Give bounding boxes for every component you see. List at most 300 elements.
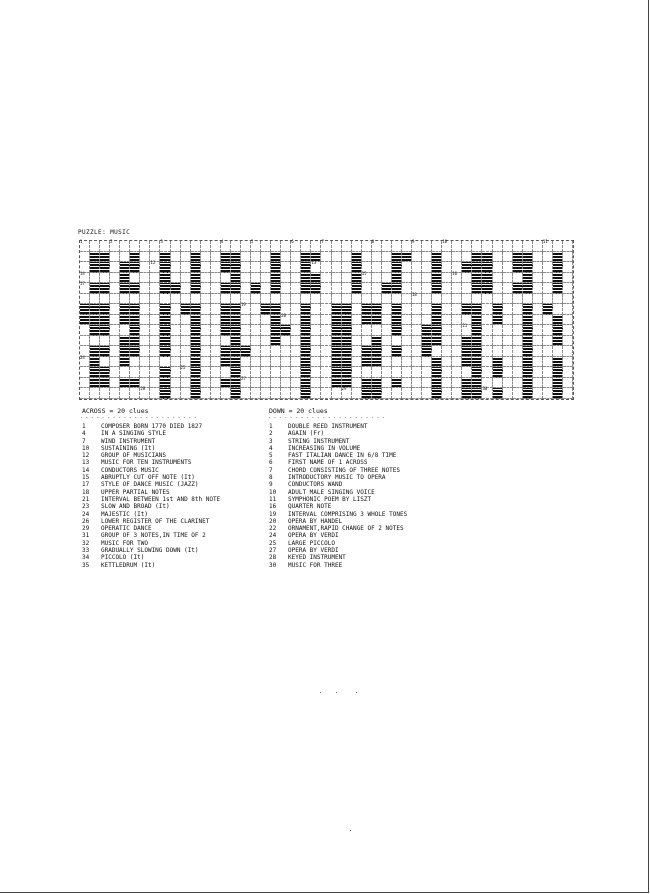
grid-square bbox=[241, 388, 251, 399]
grid-square bbox=[472, 294, 482, 305]
clue-text: GRADUALLY SLOWING DOWN (It) bbox=[101, 547, 199, 555]
grid-square bbox=[251, 378, 261, 389]
grid-square bbox=[533, 336, 543, 347]
down-clue bbox=[269, 467, 407, 474]
clue-text: INTERVAL COMPRISING 3 WHOLE TONES bbox=[288, 510, 408, 518]
grid-square bbox=[513, 273, 523, 284]
grid-square bbox=[382, 262, 392, 273]
clue-text: UPPER PARTIAL NOTES bbox=[101, 488, 170, 496]
grid-square bbox=[140, 336, 150, 347]
blocked-square bbox=[523, 304, 533, 315]
grid-square bbox=[261, 367, 271, 378]
grid-square bbox=[100, 294, 110, 305]
down-clue bbox=[269, 547, 407, 554]
grid-square bbox=[150, 273, 160, 284]
blocked-square bbox=[422, 346, 432, 357]
down-clue bbox=[269, 474, 407, 481]
grid-square bbox=[211, 273, 221, 284]
clue-number: 1 bbox=[269, 423, 273, 430]
clue-text: MUSIC FOR THREE bbox=[288, 561, 343, 569]
grid-square bbox=[533, 367, 543, 378]
blocked-square bbox=[392, 262, 402, 273]
grid-square bbox=[291, 378, 301, 389]
grid-square bbox=[342, 252, 352, 263]
down-clue bbox=[269, 554, 407, 561]
grid-square bbox=[120, 367, 130, 378]
grid-square bbox=[533, 346, 543, 357]
grid-square bbox=[342, 294, 352, 305]
blocked-square bbox=[231, 346, 241, 357]
grid-square bbox=[402, 262, 412, 273]
blocked-square bbox=[231, 304, 241, 315]
blocked-square bbox=[311, 283, 321, 294]
blocked-square bbox=[332, 325, 342, 336]
clue-text: OPERA BY VERDI bbox=[288, 532, 339, 540]
grid-square bbox=[412, 304, 422, 315]
blocked-square bbox=[301, 252, 311, 263]
blocked-square bbox=[90, 262, 100, 273]
grid-square bbox=[482, 294, 492, 305]
blocked-square bbox=[120, 346, 130, 357]
grid-square bbox=[412, 346, 422, 357]
blocked-square bbox=[271, 315, 281, 326]
grid-square bbox=[110, 315, 120, 326]
grid-square bbox=[251, 315, 261, 326]
grid-square bbox=[291, 325, 301, 336]
grid-square bbox=[482, 346, 492, 357]
grid-square bbox=[563, 262, 573, 273]
grid-square bbox=[181, 252, 191, 263]
blocked-square bbox=[301, 388, 311, 399]
across-clue bbox=[82, 547, 220, 554]
grid-square bbox=[382, 357, 392, 368]
grid-square bbox=[171, 388, 181, 399]
grid-square bbox=[281, 367, 291, 378]
grid-square bbox=[140, 325, 150, 336]
grid-square bbox=[261, 262, 271, 273]
grid-square bbox=[563, 241, 573, 252]
blocked-square bbox=[100, 262, 110, 273]
grid-square bbox=[442, 336, 452, 347]
grid-square bbox=[452, 283, 462, 294]
blocked-square bbox=[130, 325, 140, 336]
grid-square bbox=[241, 273, 251, 284]
down-clue bbox=[269, 503, 407, 510]
blocked-square bbox=[100, 346, 110, 357]
blocked-square bbox=[90, 357, 100, 368]
blocked-square bbox=[362, 357, 372, 368]
blocked-square bbox=[432, 252, 442, 263]
grid-square bbox=[281, 336, 291, 347]
blocked-square bbox=[100, 252, 110, 263]
blocked-square bbox=[392, 346, 402, 357]
grid-square bbox=[513, 294, 523, 305]
grid-square bbox=[452, 378, 462, 389]
blocked-square bbox=[332, 304, 342, 315]
grid-square bbox=[311, 346, 321, 357]
blocked-square bbox=[221, 315, 231, 326]
grid-square bbox=[543, 388, 553, 399]
clue-text: SLOW AND BROAD (It) bbox=[101, 503, 170, 511]
grid-square bbox=[452, 325, 462, 336]
grid-square bbox=[181, 378, 191, 389]
grid-square bbox=[110, 357, 120, 368]
down-clue bbox=[269, 540, 407, 547]
blocked-square bbox=[432, 283, 442, 294]
clue-number: 19 bbox=[269, 510, 277, 518]
grid-square bbox=[533, 315, 543, 326]
blocked-square bbox=[472, 367, 482, 378]
blocked-square bbox=[130, 315, 140, 326]
grid-square bbox=[291, 283, 301, 294]
grid-square bbox=[140, 304, 150, 315]
grid-square bbox=[100, 273, 110, 284]
grid-square bbox=[311, 315, 321, 326]
blocked-square bbox=[221, 304, 231, 315]
grid-square bbox=[171, 315, 181, 326]
grid-square bbox=[211, 294, 221, 305]
clue-text: COMPOSER BORN 1770 DIED 1827 bbox=[101, 423, 203, 430]
clue-text: STRING INSTRUMENT bbox=[288, 437, 350, 445]
grid-square bbox=[251, 294, 261, 305]
clue-text: ABRUPTLY CUT OFF NOTE (It) bbox=[101, 474, 195, 482]
grid-square bbox=[362, 294, 372, 305]
blocked-square bbox=[160, 315, 170, 326]
clue-number: 9 bbox=[269, 481, 273, 489]
grid-square bbox=[211, 315, 221, 326]
blocked-square bbox=[553, 262, 563, 273]
clue-number: 35 bbox=[82, 561, 90, 569]
blocked-square bbox=[462, 388, 472, 399]
clue-text: QUARTER NOTE bbox=[288, 503, 332, 511]
grid-square bbox=[251, 273, 261, 284]
grid-square bbox=[171, 346, 181, 357]
grid-square bbox=[513, 336, 523, 347]
blocked-square bbox=[472, 325, 482, 336]
grid-square bbox=[110, 241, 120, 252]
grid-square bbox=[241, 325, 251, 336]
grid-square bbox=[332, 252, 342, 263]
blocked-square bbox=[523, 367, 533, 378]
grid-square bbox=[130, 367, 140, 378]
blocked-square bbox=[553, 315, 563, 326]
grid-square bbox=[251, 262, 261, 273]
grid-square bbox=[342, 241, 352, 252]
blocked-square bbox=[221, 325, 231, 336]
grid-square bbox=[472, 241, 482, 252]
grid-square bbox=[211, 239, 224, 252]
across-clue bbox=[82, 496, 220, 503]
clue-number: 8 bbox=[269, 474, 273, 482]
grid-square bbox=[533, 252, 543, 263]
grid-square bbox=[321, 304, 331, 315]
blocked-square bbox=[231, 315, 241, 326]
blocked-square bbox=[482, 273, 492, 284]
grid-square bbox=[160, 294, 170, 305]
down-clue bbox=[269, 525, 407, 532]
grid-square bbox=[382, 388, 392, 399]
grid-square bbox=[452, 241, 462, 252]
grid-square bbox=[271, 357, 281, 368]
grid-square bbox=[402, 346, 412, 357]
grid-square bbox=[352, 336, 362, 347]
grid-square bbox=[140, 346, 150, 357]
clue-number: 2 bbox=[269, 430, 273, 438]
blocked-square bbox=[332, 346, 342, 357]
blocked-square bbox=[523, 357, 533, 368]
grid-square bbox=[271, 346, 281, 357]
down-rule: - - - - - - - - - - - - - - - - - - - - - - bbox=[268, 415, 385, 421]
grid-square bbox=[221, 367, 231, 378]
blocked-square bbox=[493, 304, 503, 315]
grid-square bbox=[503, 315, 513, 326]
blocked-square bbox=[472, 357, 482, 368]
clue-number: 22 bbox=[269, 525, 277, 533]
clue-text: CONDUCTORS MUSIC bbox=[101, 466, 159, 474]
grid-square bbox=[493, 283, 503, 294]
grid-square bbox=[261, 336, 271, 347]
grid-square bbox=[181, 336, 191, 347]
grid-square bbox=[241, 283, 251, 294]
grid-square bbox=[442, 325, 452, 336]
grid-square bbox=[533, 357, 543, 368]
blocked-square bbox=[332, 315, 342, 326]
across-clue bbox=[82, 452, 220, 459]
clue-number: 21 bbox=[82, 495, 90, 503]
clue-number: 23 bbox=[82, 503, 90, 511]
blocked-square bbox=[482, 262, 492, 273]
clue-number: 10 bbox=[442, 239, 448, 244]
grid-square bbox=[201, 388, 211, 399]
across-clue bbox=[82, 554, 220, 561]
blocked-square bbox=[523, 388, 533, 399]
blocked-square bbox=[392, 325, 402, 336]
grid-square bbox=[482, 304, 492, 315]
clue-text: STYLE OF DANCE MUSIC (JAZZ) bbox=[101, 481, 199, 489]
grid-square bbox=[191, 241, 201, 252]
grid-square bbox=[80, 252, 90, 263]
blocked-square bbox=[191, 367, 201, 378]
blocked-square bbox=[301, 336, 311, 347]
grid-square bbox=[503, 241, 513, 252]
blocked-square bbox=[191, 325, 201, 336]
blocked-square bbox=[281, 325, 291, 336]
grid-square bbox=[291, 241, 301, 252]
grid-square bbox=[291, 346, 301, 357]
grid-square bbox=[372, 252, 382, 263]
blocked-square bbox=[130, 283, 140, 294]
grid-square bbox=[281, 252, 291, 263]
blocked-square bbox=[90, 325, 100, 336]
grid-square bbox=[462, 241, 472, 252]
grid-square bbox=[211, 378, 221, 389]
grid-square bbox=[171, 273, 181, 284]
blocked-square bbox=[422, 325, 432, 336]
grid-square bbox=[150, 315, 160, 326]
grid-square bbox=[80, 283, 90, 294]
across-clue-list bbox=[82, 423, 220, 569]
grid-square bbox=[533, 325, 543, 336]
grid-square bbox=[211, 367, 221, 378]
grid-square bbox=[291, 262, 301, 273]
grid-square bbox=[110, 388, 120, 399]
grid-square bbox=[533, 388, 543, 399]
grid-square bbox=[362, 283, 372, 294]
grid-square bbox=[392, 241, 402, 252]
grid-square bbox=[382, 315, 392, 326]
blocked-square bbox=[271, 262, 281, 273]
grid-square bbox=[332, 294, 342, 305]
grid-square bbox=[201, 262, 211, 273]
blocked-square bbox=[130, 252, 140, 263]
grid-square bbox=[422, 252, 432, 263]
clue-text: AGAIN (Fr) bbox=[288, 430, 325, 438]
grid-square bbox=[311, 294, 321, 305]
grid-square bbox=[361, 270, 372, 284]
grid-square bbox=[150, 239, 163, 252]
clue-number: 34 bbox=[82, 554, 90, 562]
clue-number: 16 bbox=[269, 503, 277, 511]
down-clue bbox=[269, 452, 407, 459]
blocked-square bbox=[462, 304, 472, 315]
grid-square bbox=[442, 357, 452, 368]
blocked-square bbox=[191, 304, 201, 315]
blocked-square bbox=[362, 388, 372, 399]
grid-square bbox=[503, 273, 513, 284]
grid-square bbox=[432, 294, 442, 305]
grid-square bbox=[513, 378, 523, 389]
grid-square bbox=[482, 241, 492, 252]
blocked-square bbox=[160, 252, 170, 263]
grid-square bbox=[452, 357, 462, 368]
grid-square bbox=[452, 346, 462, 357]
grid-square bbox=[442, 315, 452, 326]
grid-square bbox=[251, 304, 261, 315]
grid-square bbox=[171, 325, 181, 336]
blocked-square bbox=[513, 283, 523, 294]
grid-square bbox=[281, 388, 291, 399]
grid-square bbox=[110, 294, 120, 305]
down-header: DOWN = 20 clues bbox=[269, 407, 328, 415]
grid-square bbox=[130, 388, 140, 399]
blocked-square bbox=[120, 304, 130, 315]
blocked-square bbox=[271, 283, 281, 294]
clue-number: 28 bbox=[140, 386, 146, 392]
grid-square bbox=[362, 367, 372, 378]
grid-square bbox=[281, 357, 291, 368]
grid-square bbox=[130, 273, 140, 284]
clue-number: 11 bbox=[269, 495, 277, 503]
grid-square bbox=[90, 336, 100, 347]
grid-square bbox=[553, 346, 563, 357]
blocked-square bbox=[372, 388, 382, 399]
clue-text: INTRODUCTORY MUSIC TO OPERA bbox=[288, 474, 386, 482]
blocked-square bbox=[90, 304, 100, 315]
grid-square bbox=[493, 294, 503, 305]
grid-square bbox=[402, 239, 415, 252]
clue-number: 5 bbox=[269, 452, 273, 460]
down-clue bbox=[269, 459, 407, 466]
grid-square bbox=[563, 367, 573, 378]
grid-square bbox=[150, 262, 160, 273]
blocked-square bbox=[301, 262, 311, 273]
grid-square bbox=[563, 315, 573, 326]
grid-square bbox=[563, 294, 573, 305]
grid-square bbox=[251, 325, 261, 336]
blocked-square bbox=[90, 283, 100, 294]
clue-number: 7 bbox=[321, 239, 324, 244]
across-clue bbox=[82, 423, 220, 430]
grid-square bbox=[291, 336, 301, 347]
grid-square bbox=[382, 325, 392, 336]
clue-number: 31 bbox=[82, 532, 90, 540]
grid-square bbox=[503, 357, 513, 368]
grid-square bbox=[452, 252, 462, 263]
across-clue bbox=[82, 481, 220, 488]
blocked-square bbox=[372, 357, 382, 368]
grid-square bbox=[482, 367, 492, 378]
blocked-square bbox=[432, 378, 442, 389]
grid-square bbox=[352, 357, 362, 368]
clue-text: LARGE PICCOLO bbox=[288, 539, 335, 547]
blocked-square bbox=[191, 273, 201, 284]
grid-square bbox=[503, 252, 513, 263]
blocked-square bbox=[422, 336, 432, 347]
clue-number: 13 bbox=[82, 459, 90, 467]
blocked-square bbox=[392, 252, 402, 263]
grid-square bbox=[563, 336, 573, 347]
blocked-square bbox=[231, 336, 241, 347]
grid-square bbox=[513, 367, 523, 378]
grid-square bbox=[251, 252, 261, 263]
clue-number: 3 bbox=[160, 239, 163, 244]
across-clue bbox=[82, 511, 220, 518]
blocked-square bbox=[100, 283, 110, 294]
clue-text: SYMPHONIC POEM BY LISZT bbox=[288, 495, 372, 503]
blocked-square bbox=[100, 304, 110, 315]
clue-text: LOWER REGISTER OF THE CLARINET bbox=[101, 517, 210, 525]
grid-square bbox=[271, 367, 281, 378]
grid-square bbox=[321, 367, 331, 378]
grid-square bbox=[321, 336, 331, 347]
blocked-square bbox=[553, 283, 563, 294]
grid-square bbox=[452, 270, 462, 284]
grid-square bbox=[422, 357, 432, 368]
grid-square bbox=[150, 283, 160, 294]
grid-square bbox=[452, 304, 462, 315]
blocked-square bbox=[523, 262, 533, 273]
blocked-square bbox=[372, 336, 382, 347]
grid-square bbox=[130, 357, 140, 368]
clue-text: KETTLEDRUM (It) bbox=[101, 561, 156, 569]
blocked-square bbox=[472, 378, 482, 389]
blocked-square bbox=[130, 346, 140, 357]
grid-square bbox=[432, 241, 442, 252]
across-clue bbox=[82, 525, 220, 532]
grid-square bbox=[543, 315, 553, 326]
grid-square bbox=[321, 325, 331, 336]
clue-number: 14 bbox=[82, 466, 90, 474]
grid-square bbox=[311, 378, 321, 389]
across-clue bbox=[82, 430, 220, 437]
grid-square bbox=[240, 375, 251, 389]
grid-square bbox=[442, 378, 452, 389]
clue-text: MUSIC FOR TEN INSTRUMENTS bbox=[101, 459, 192, 467]
blocked-square bbox=[160, 346, 170, 357]
grid-square bbox=[563, 388, 573, 399]
down-clue bbox=[269, 481, 407, 488]
grid-square bbox=[80, 354, 90, 368]
